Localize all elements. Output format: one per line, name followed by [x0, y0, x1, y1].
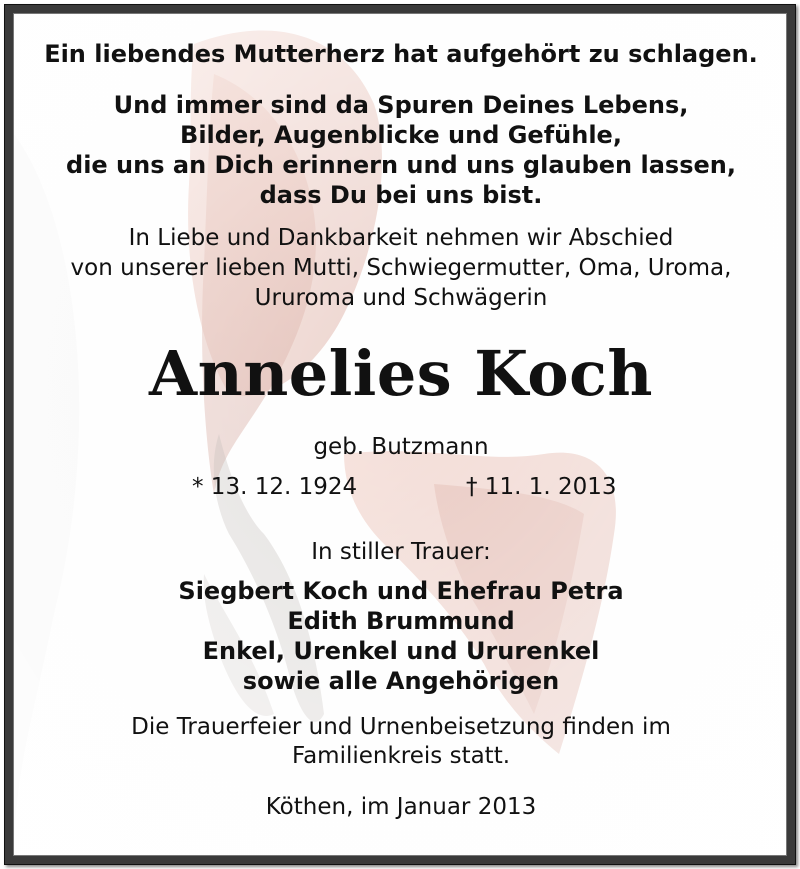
farewell-line-2: von unserer lieben Mutti, Schwiegermutter, Oma, Uroma,: [70, 255, 732, 281]
header-line: Ein liebendes Mutterherz hat aufgehört zu schlagen.: [44, 40, 758, 68]
mourning-intro: In stiller Trauer:: [311, 539, 491, 565]
poem-line-1: Und immer sind da Spuren Deines Lebens,: [113, 91, 689, 119]
ceremony-line-1: Die Trauerfeier und Urnenbeisetzung finden im: [131, 714, 671, 740]
poem-line-4: dass Du bei uns bist.: [259, 181, 543, 209]
ceremony-line-2: Familienkreis statt.: [291, 743, 511, 769]
farewell-line-3: Ururoma und Schwägerin: [254, 285, 548, 311]
poem-line-3: die uns an Dich erinnern und uns glauben lassen,: [66, 151, 736, 179]
deceased-name: Annelies Koch: [149, 337, 653, 410]
place-date: Köthen, im Januar 2013: [265, 794, 537, 820]
birth-date: * 13. 12. 1924: [192, 474, 358, 500]
mourner-line-1: Siegbert Koch und Ehefrau Petra: [178, 577, 624, 605]
obituary-content: [14, 14, 787, 856]
maiden-name: geb. Butzmann: [313, 434, 489, 460]
mourner-line-2: Edith Brummund: [287, 607, 515, 635]
mourner-line-3: Enkel, Urenkel und Ururenkel: [202, 637, 600, 665]
border-frame: [4, 4, 796, 865]
farewell-line-1: In Liebe und Dankbarkeit nehmen wir Abschied: [128, 225, 674, 251]
death-date: † 11. 1. 2013: [466, 474, 617, 500]
mourner-line-4: sowie alle Angehörigen: [242, 667, 560, 695]
poem-line-2: Bilder, Augenblicke und Gefühle,: [180, 121, 622, 149]
notice-panel: [13, 13, 787, 856]
